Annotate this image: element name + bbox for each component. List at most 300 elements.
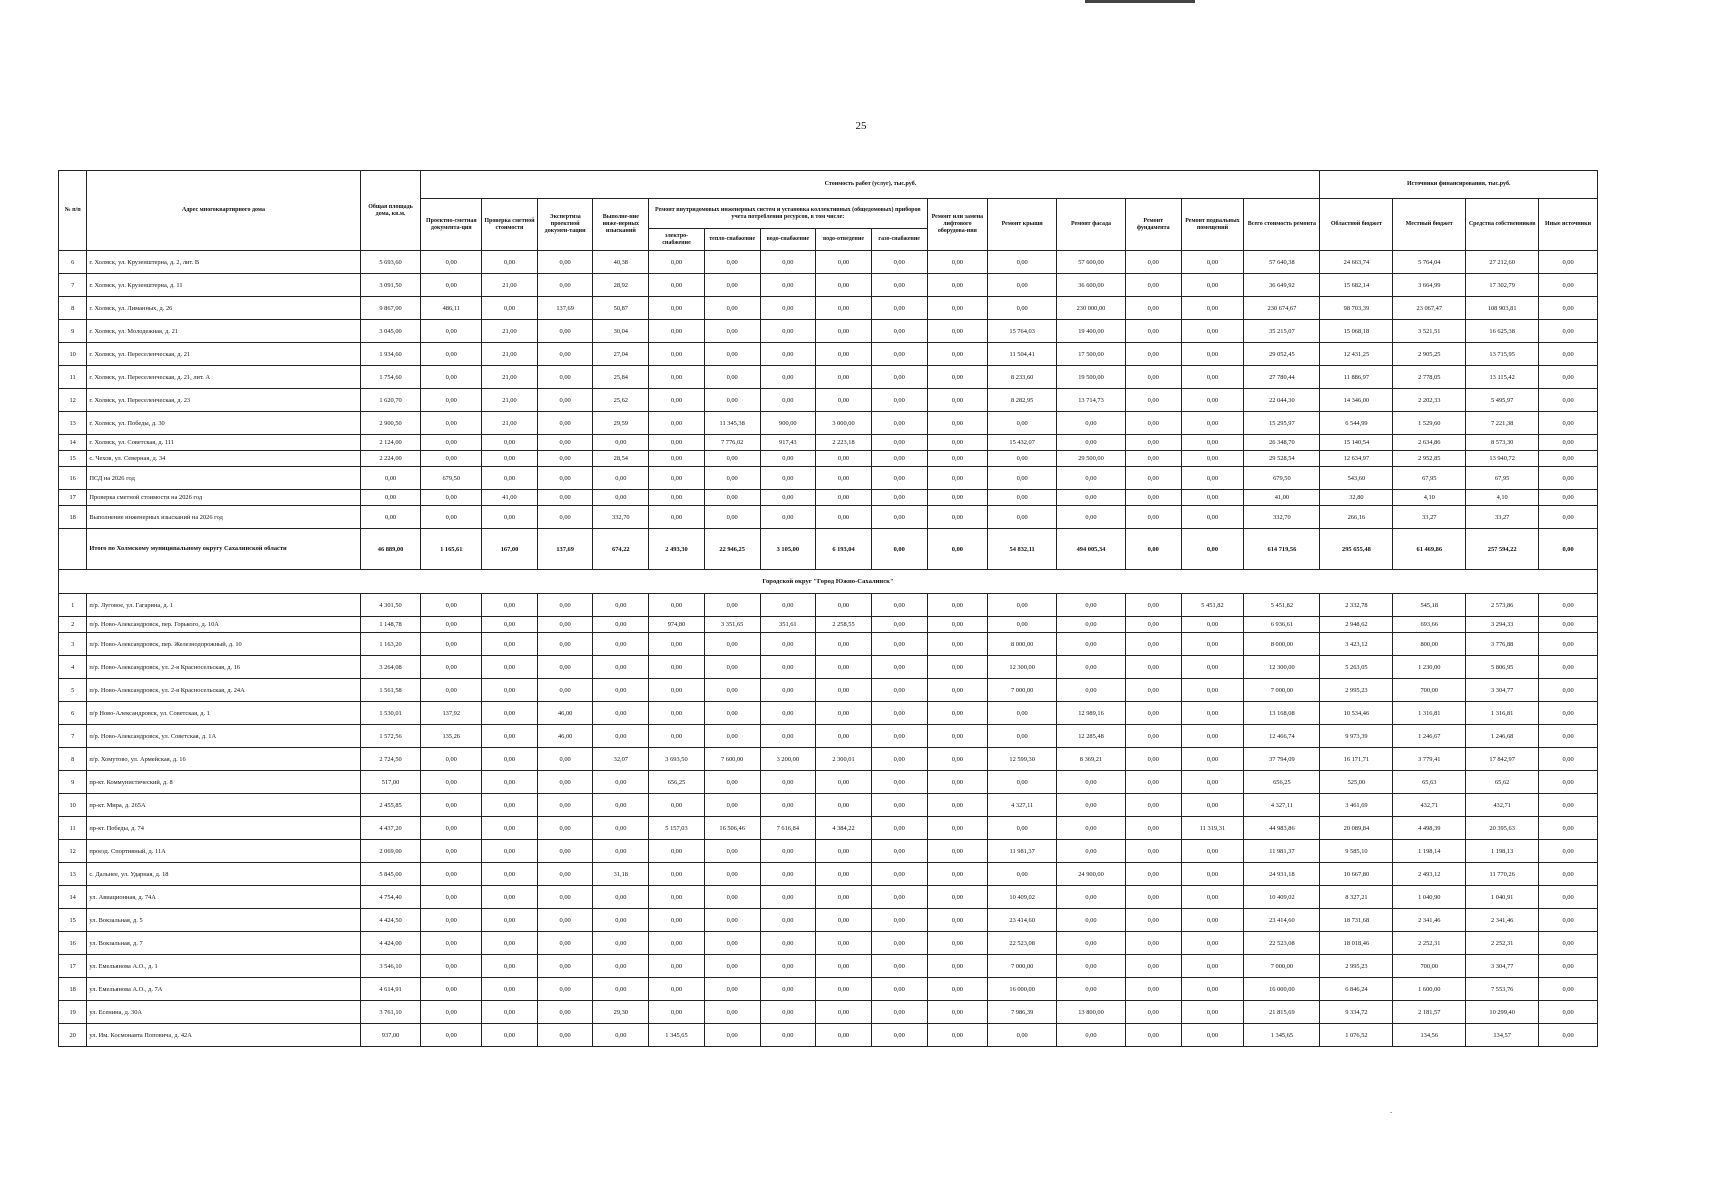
cell-own: 17 842,97	[1466, 748, 1539, 771]
cell-exp: 0,00	[537, 863, 593, 886]
cell-base: 0,00	[1181, 343, 1244, 366]
cell-oth: 0,00	[1539, 451, 1598, 467]
cell-surv: 0,00	[593, 978, 649, 1001]
cell-sewer: 0,00	[816, 863, 872, 886]
cell-area: 3 045,00	[360, 320, 421, 343]
cell-elec: 0,00	[649, 840, 705, 863]
cell-addr: п/р. Ново-Александровск, пер. Горького, д. 10А	[87, 617, 360, 633]
cell-oth: 0,00	[1539, 1024, 1598, 1047]
cell-gas: 0,00	[871, 633, 927, 656]
cell-total: 1 345,65	[1244, 1024, 1320, 1047]
cell-elec: 0,00	[649, 506, 705, 529]
cell-heat: 16 506,46	[704, 817, 760, 840]
table-row	[59, 679, 1598, 702]
cell-reg: 1 076,52	[1320, 1024, 1393, 1047]
table-row	[59, 343, 1598, 366]
cell-reg: 9 973,39	[1320, 725, 1393, 748]
cell-base: 11 319,31	[1181, 817, 1244, 840]
col-regional: Областной бюджет	[1320, 199, 1393, 251]
col-group-cost: Стоимость работ (услуг), тыс.руб.	[421, 171, 1320, 199]
cell-water: 0,00	[760, 679, 816, 702]
cell-check: 0,00	[482, 748, 538, 771]
cell-elec: 0,00	[649, 656, 705, 679]
cell-facade: 494 005,34	[1057, 529, 1126, 570]
cell-water: 0,00	[760, 932, 816, 955]
cell-surv: 27,04	[593, 343, 649, 366]
cell-surv: 28,54	[593, 451, 649, 467]
cell-gas: 0,00	[871, 435, 927, 451]
cell-surv: 674,22	[593, 529, 649, 570]
col-facade: Ремонт фасада	[1057, 199, 1126, 251]
cell-check: 0,00	[482, 633, 538, 656]
cell-base: 0,00	[1181, 366, 1244, 389]
cell-area: 2 724,50	[360, 748, 421, 771]
cell-own: 65,62	[1466, 771, 1539, 794]
cell-lift: 0,00	[927, 794, 988, 817]
cell-design: 0,00	[421, 679, 482, 702]
cell-own: 5 806,95	[1466, 656, 1539, 679]
cell-n: 14	[59, 886, 87, 909]
cell-loc: 5 764,04	[1393, 251, 1466, 274]
cell-design: 0,00	[421, 389, 482, 412]
cell-elec: 0,00	[649, 251, 705, 274]
cell-loc: 1 230,00	[1393, 656, 1466, 679]
cell-total: 8 000,00	[1244, 633, 1320, 656]
cell-design: 0,00	[421, 451, 482, 467]
cell-loc: 33,27	[1393, 506, 1466, 529]
cell-surv: 28,92	[593, 274, 649, 297]
cell-heat: 0,00	[704, 594, 760, 617]
cell-base: 0,00	[1181, 451, 1244, 467]
cell-own: 2 573,86	[1466, 594, 1539, 617]
cell-surv: 0,00	[593, 490, 649, 506]
cell-area: 1 572,56	[360, 725, 421, 748]
cell-total: 679,50	[1244, 467, 1320, 490]
cell-exp: 0,00	[537, 617, 593, 633]
cell-check: 0,00	[482, 725, 538, 748]
cell-addr: ул. Емельянова А.О., д. 7А	[87, 978, 360, 1001]
cell-water: 0,00	[760, 1001, 816, 1024]
cell-exp: 0,00	[537, 909, 593, 932]
cell-area: 2 069,00	[360, 840, 421, 863]
cell-area: 1 754,60	[360, 366, 421, 389]
cell-area: 1 934,60	[360, 343, 421, 366]
cell-addr: проезд. Спортивный, д. 11А	[87, 840, 360, 863]
cell-heat: 0,00	[704, 320, 760, 343]
cell-design: 0,00	[421, 633, 482, 656]
cell-heat: 0,00	[704, 490, 760, 506]
cell-surv: 0,00	[593, 771, 649, 794]
cell-own: 3 304,77	[1466, 955, 1539, 978]
col-basement: Ремонт подвальных помещений	[1181, 199, 1244, 251]
cell-elec: 656,25	[649, 771, 705, 794]
cell-oth: 0,00	[1539, 840, 1598, 863]
cell-found: 0,00	[1125, 932, 1181, 955]
cell-area: 2 455,85	[360, 794, 421, 817]
cell-found: 0,00	[1125, 909, 1181, 932]
cell-oth: 0,00	[1539, 320, 1598, 343]
cell-oth: 0,00	[1539, 274, 1598, 297]
table-row	[59, 817, 1598, 840]
cell-oth: 0,00	[1539, 251, 1598, 274]
cell-lift: 0,00	[927, 932, 988, 955]
cell-heat: 0,00	[704, 451, 760, 467]
cell-total: 12 300,00	[1244, 656, 1320, 679]
cell-addr: г. Холмск, ул. Молодежная, д. 21	[87, 320, 360, 343]
cell-loc: 700,00	[1393, 955, 1466, 978]
cell-total: 7 000,00	[1244, 955, 1320, 978]
table-row	[59, 320, 1598, 343]
cell-loc: 1 198,14	[1393, 840, 1466, 863]
cell-check: 21,00	[482, 320, 538, 343]
cell-heat: 3 351,65	[704, 617, 760, 633]
cell-area: 0,00	[360, 506, 421, 529]
cell-sewer: 0,00	[816, 679, 872, 702]
cell-n: 9	[59, 320, 87, 343]
cell-own: 432,71	[1466, 794, 1539, 817]
cell-facade: 0,00	[1057, 506, 1126, 529]
cell-lift: 0,00	[927, 771, 988, 794]
table-row	[59, 366, 1598, 389]
repair-cost-table	[58, 170, 1598, 1047]
cell-base: 5 451,82	[1181, 594, 1244, 617]
cell-heat: 0,00	[704, 955, 760, 978]
cell-base: 0,00	[1181, 320, 1244, 343]
cell-loc: 2 181,57	[1393, 1001, 1466, 1024]
cell-check: 0,00	[482, 617, 538, 633]
cell-n: 16	[59, 467, 87, 490]
cell-water: 0,00	[760, 506, 816, 529]
cell-design: 679,50	[421, 467, 482, 490]
cell-exp: 0,00	[537, 343, 593, 366]
cell-water: 0,00	[760, 389, 816, 412]
cell-oth: 0,00	[1539, 702, 1598, 725]
cell-design: 0,00	[421, 748, 482, 771]
cell-water: 0,00	[760, 840, 816, 863]
cell-loc: 700,00	[1393, 679, 1466, 702]
cell-n: 6	[59, 251, 87, 274]
cell-oth: 0,00	[1539, 389, 1598, 412]
cell-water: 0,00	[760, 656, 816, 679]
cell-reg: 20 089,84	[1320, 817, 1393, 840]
col-group-sources: Источники финансирования, тыс.руб.	[1320, 171, 1598, 199]
cell-design: 0,00	[421, 863, 482, 886]
cell-heat: 0,00	[704, 506, 760, 529]
cell-sewer: 0,00	[816, 840, 872, 863]
cell-elec: 3 693,50	[649, 748, 705, 771]
table-row	[59, 490, 1598, 506]
cell-design: 0,00	[421, 251, 482, 274]
cell-water: 0,00	[760, 297, 816, 320]
cell-heat: 11 345,38	[704, 412, 760, 435]
cell-exp: 0,00	[537, 748, 593, 771]
cell-design: 0,00	[421, 1024, 482, 1047]
cell-facade: 0,00	[1057, 840, 1126, 863]
cell-water: 0,00	[760, 725, 816, 748]
cell-gas: 0,00	[871, 490, 927, 506]
scan-speck: .	[1390, 1105, 1393, 1115]
cell-facade: 0,00	[1057, 909, 1126, 932]
cell-design: 486,11	[421, 297, 482, 320]
cell-roof: 0,00	[988, 863, 1057, 886]
col-check: Проверка сметной стоимости	[482, 199, 538, 251]
cell-n: 5	[59, 679, 87, 702]
cell-found: 0,00	[1125, 297, 1181, 320]
cell-reg: 266,16	[1320, 506, 1393, 529]
cell-gas: 0,00	[871, 343, 927, 366]
cell-sewer: 6 193,04	[816, 529, 872, 570]
cell-water: 3 105,00	[760, 529, 816, 570]
col-heat: тепло-снабжение	[704, 229, 760, 251]
cell-base: 0,00	[1181, 840, 1244, 863]
cell-oth: 0,00	[1539, 886, 1598, 909]
cell-roof: 15 432,07	[988, 435, 1057, 451]
cell-heat: 0,00	[704, 297, 760, 320]
cell-gas: 0,00	[871, 656, 927, 679]
cell-sewer: 0,00	[816, 320, 872, 343]
cell-n: 14	[59, 435, 87, 451]
cell-base: 0,00	[1181, 863, 1244, 886]
cell-elec: 0,00	[649, 594, 705, 617]
cell-facade: 0,00	[1057, 771, 1126, 794]
cell-surv: 30,04	[593, 320, 649, 343]
cell-area: 1 530,01	[360, 702, 421, 725]
cell-design: 0,00	[421, 274, 482, 297]
cell-check: 41,00	[482, 490, 538, 506]
cell-design: 1 165,61	[421, 529, 482, 570]
cell-elec: 0,00	[649, 794, 705, 817]
table-row	[59, 451, 1598, 467]
cell-base: 0,00	[1181, 529, 1244, 570]
cell-roof: 0,00	[988, 506, 1057, 529]
table-row	[59, 863, 1598, 886]
cell-total: 11 981,37	[1244, 840, 1320, 863]
cell-roof: 4 327,11	[988, 794, 1057, 817]
cell-sewer: 0,00	[816, 274, 872, 297]
cell-lift: 0,00	[927, 451, 988, 467]
cell-exp: 0,00	[537, 817, 593, 840]
cell-lift: 0,00	[927, 679, 988, 702]
cell-own: 13 115,42	[1466, 366, 1539, 389]
col-expertise: Экспертиза проектной докумен-тации	[537, 199, 593, 251]
total-row	[59, 529, 1598, 570]
cell-heat: 0,00	[704, 794, 760, 817]
col-num: № п/п	[59, 171, 87, 251]
cell-reg: 16 171,71	[1320, 748, 1393, 771]
cell-addr: п/р. Ново-Александровск, ул. 2-я Красносельская, д. 16	[87, 656, 360, 679]
cell-facade: 29 500,00	[1057, 451, 1126, 467]
cell-addr: ул. Вокзальная, д. 7	[87, 932, 360, 955]
cell-addr: г. Холмск, ул. Лиманных, д. 26	[87, 297, 360, 320]
cell-water: 0,00	[760, 794, 816, 817]
cell-own: 13 715,95	[1466, 343, 1539, 366]
cell-sewer: 0,00	[816, 656, 872, 679]
cell-total: 5 451,82	[1244, 594, 1320, 617]
cell-surv: 332,70	[593, 506, 649, 529]
cell-lift: 0,00	[927, 412, 988, 435]
table-row	[59, 771, 1598, 794]
cell-n: 10	[59, 794, 87, 817]
cell-exp: 0,00	[537, 771, 593, 794]
cell-elec: 0,00	[649, 633, 705, 656]
cell-found: 0,00	[1125, 389, 1181, 412]
cell-surv: 0,00	[593, 817, 649, 840]
cell-heat: 0,00	[704, 467, 760, 490]
cell-heat: 0,00	[704, 343, 760, 366]
table-row	[59, 594, 1598, 617]
cell-gas: 0,00	[871, 794, 927, 817]
cell-exp: 0,00	[537, 955, 593, 978]
cell-found: 0,00	[1125, 506, 1181, 529]
cell-lift: 0,00	[927, 1024, 988, 1047]
cell-loc: 3 779,41	[1393, 748, 1466, 771]
cell-own: 13 940,72	[1466, 451, 1539, 467]
col-other: Иные источники	[1539, 199, 1598, 251]
cell-surv: 0,00	[593, 794, 649, 817]
cell-found: 0,00	[1125, 656, 1181, 679]
cell-area: 3 761,10	[360, 1001, 421, 1024]
cell-gas: 0,00	[871, 725, 927, 748]
cell-reg: 15 140,54	[1320, 435, 1393, 451]
cell-heat: 0,00	[704, 366, 760, 389]
table-row	[59, 506, 1598, 529]
cell-elec: 0,00	[649, 955, 705, 978]
cell-addr: г. Холмск, ул. Победы, д. 30	[87, 412, 360, 435]
cell-base: 0,00	[1181, 886, 1244, 909]
cell-lift: 0,00	[927, 656, 988, 679]
cell-design: 0,00	[421, 320, 482, 343]
cell-design: 0,00	[421, 840, 482, 863]
cell-facade: 0,00	[1057, 1024, 1126, 1047]
cell-addr: п/р. Ново-Александровск, ул. 2-я Красносельская, д. 24А	[87, 679, 360, 702]
cell-oth: 0,00	[1539, 794, 1598, 817]
section-title: Городской округ "Город Южно-Сахалинск"	[59, 570, 1598, 594]
cell-facade: 0,00	[1057, 886, 1126, 909]
cell-loc: 3 664,99	[1393, 274, 1466, 297]
table-row	[59, 909, 1598, 932]
cell-loc: 1 529,60	[1393, 412, 1466, 435]
cell-total: 12 466,74	[1244, 725, 1320, 748]
cell-surv: 40,38	[593, 251, 649, 274]
cell-found: 0,00	[1125, 1024, 1181, 1047]
cell-gas: 0,00	[871, 467, 927, 490]
cell-design: 0,00	[421, 909, 482, 932]
cell-elec: 0,00	[649, 412, 705, 435]
cell-found: 0,00	[1125, 617, 1181, 633]
col-foundation: Ремонт фундамента	[1125, 199, 1181, 251]
cell-oth: 0,00	[1539, 506, 1598, 529]
cell-found: 0,00	[1125, 366, 1181, 389]
cell-area: 2 224,00	[360, 451, 421, 467]
cell-facade: 0,00	[1057, 978, 1126, 1001]
cell-base: 0,00	[1181, 389, 1244, 412]
cell-oth: 0,00	[1539, 366, 1598, 389]
cell-check: 0,00	[482, 794, 538, 817]
cell-roof: 0,00	[988, 702, 1057, 725]
cell-own: 7 221,38	[1466, 412, 1539, 435]
cell-reg: 525,00	[1320, 771, 1393, 794]
cell-water: 0,00	[760, 702, 816, 725]
cell-surv: 29,30	[593, 1001, 649, 1024]
cell-n: 13	[59, 412, 87, 435]
cell-surv: 25,84	[593, 366, 649, 389]
page-number: 25	[855, 120, 867, 132]
cell-roof: 7 000,00	[988, 679, 1057, 702]
cell-roof: 0,00	[988, 817, 1057, 840]
cell-surv: 50,87	[593, 297, 649, 320]
cell-loc: 2 952,85	[1393, 451, 1466, 467]
cell-water: 0,00	[760, 251, 816, 274]
cell-surv: 0,00	[593, 467, 649, 490]
cell-facade: 8 369,21	[1057, 748, 1126, 771]
cell-gas: 0,00	[871, 297, 927, 320]
cell-lift: 0,00	[927, 909, 988, 932]
cell-total: 21 815,69	[1244, 1001, 1320, 1024]
cell-check: 0,00	[482, 1001, 538, 1024]
cell-n: 8	[59, 748, 87, 771]
cell-check: 21,00	[482, 343, 538, 366]
cell-sewer: 0,00	[816, 1001, 872, 1024]
table-row	[59, 412, 1598, 435]
cell-addr: ул. Авиационная, д. 74А	[87, 886, 360, 909]
cell-gas: 0,00	[871, 274, 927, 297]
table-row	[59, 748, 1598, 771]
cell-found: 0,00	[1125, 343, 1181, 366]
cell-heat: 0,00	[704, 771, 760, 794]
cell-sewer: 0,00	[816, 909, 872, 932]
cell-facade: 0,00	[1057, 467, 1126, 490]
cell-roof: 12 300,00	[988, 656, 1057, 679]
cell-exp: 46,00	[537, 702, 593, 725]
cell-area: 517,00	[360, 771, 421, 794]
cell-sewer: 2 258,55	[816, 617, 872, 633]
cell-check: 0,00	[482, 594, 538, 617]
cell-base: 0,00	[1181, 725, 1244, 748]
cell-gas: 0,00	[871, 320, 927, 343]
cell-water: 0,00	[760, 1024, 816, 1047]
cell-n: 20	[59, 1024, 87, 1047]
cell-n: 17	[59, 955, 87, 978]
cell-exp: 0,00	[537, 389, 593, 412]
cell-base: 0,00	[1181, 435, 1244, 451]
cell-area: 1 163,20	[360, 633, 421, 656]
cell-roof: 0,00	[988, 725, 1057, 748]
cell-lift: 0,00	[927, 594, 988, 617]
cell-lift: 0,00	[927, 817, 988, 840]
cell-water: 0,00	[760, 863, 816, 886]
cell-reg: 2 995,23	[1320, 955, 1393, 978]
cell-oth: 0,00	[1539, 863, 1598, 886]
cell-water: 0,00	[760, 320, 816, 343]
cell-exp: 46,00	[537, 725, 593, 748]
cell-own: 4,10	[1466, 490, 1539, 506]
cell-total: 7 000,00	[1244, 679, 1320, 702]
section-row	[59, 570, 1598, 594]
cell-total: 4 327,11	[1244, 794, 1320, 817]
cell-total: 24 931,18	[1244, 863, 1320, 886]
cell-reg: 12 431,25	[1320, 343, 1393, 366]
cell-design: 0,00	[421, 617, 482, 633]
cell-n: 9	[59, 771, 87, 794]
cell-design: 0,00	[421, 594, 482, 617]
cell-lift: 0,00	[927, 702, 988, 725]
cell-base: 0,00	[1181, 633, 1244, 656]
cell-reg: 24 663,74	[1320, 251, 1393, 274]
cell-area: 4 424,00	[360, 932, 421, 955]
cell-facade: 13 714,73	[1057, 389, 1126, 412]
cell-check: 0,00	[482, 1024, 538, 1047]
cell-roof: 0,00	[988, 617, 1057, 633]
